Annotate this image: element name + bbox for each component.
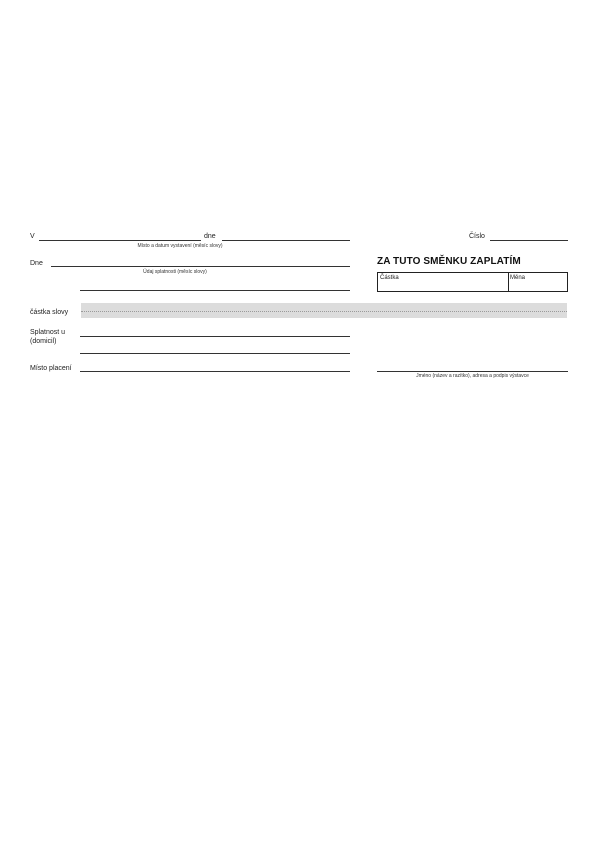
place-prefix-label: V <box>30 233 35 240</box>
amount-field[interactable] <box>378 281 507 291</box>
payable-at-field[interactable] <box>80 336 350 337</box>
issuer-caption: Jméno (název a razítko), adresa a podpis výstavce <box>416 373 529 379</box>
maturity-caption: Údaj splatnosti (měsíc slovy) <box>143 269 207 275</box>
payment-place-field[interactable] <box>80 371 350 372</box>
amount-words-guide <box>81 311 567 312</box>
place-date-caption: Místo a datum vystavení (měsíc slovy) <box>137 243 223 249</box>
payable-at-extra-line[interactable] <box>80 353 350 354</box>
number-label: Číslo <box>469 233 485 240</box>
promise-heading: ZA TUTO SMĚNKU ZAPLATÍM <box>377 256 521 267</box>
payable-at-sublabel: (domicil) <box>30 338 57 345</box>
maturity-extra-line[interactable] <box>80 290 350 291</box>
number-field[interactable] <box>490 240 568 241</box>
maturity-date-field[interactable] <box>51 266 350 267</box>
payment-place-label: Místo placení <box>30 365 72 372</box>
place-field[interactable] <box>39 240 201 241</box>
currency-field[interactable] <box>509 281 567 291</box>
amount-words-label: částka slovy <box>30 309 69 316</box>
amount-label: Částka <box>380 275 399 281</box>
issuer-signature-field[interactable] <box>377 371 568 372</box>
issue-date-field[interactable] <box>222 240 350 241</box>
payable-at-label: Splatnost u <box>30 329 66 336</box>
currency-label: Měna <box>510 275 526 281</box>
maturity-label: Dne <box>30 260 43 267</box>
date-prefix-label: dne <box>204 233 216 240</box>
